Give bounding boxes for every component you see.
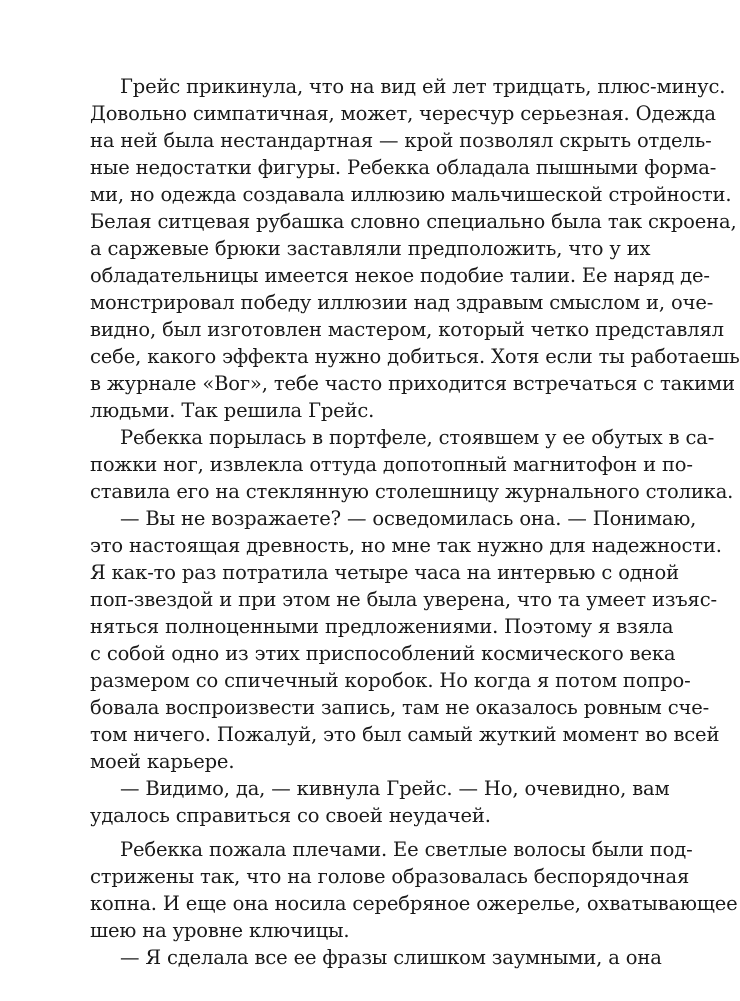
text-line: — Видимо, да, — кивнула Грейс. — Но, очевидно, вам bbox=[120, 777, 670, 800]
text-line: удалось справиться со своей неудачей. bbox=[90, 804, 491, 827]
text-line: ми, но одежда создавала иллюзию мальчишеской стройности. bbox=[90, 183, 732, 206]
text-line: ставила его на стеклянную столешницу журнального столика. bbox=[90, 480, 734, 503]
text-line: монстрировал победу иллюзии над здравым смыслом и, оче- bbox=[90, 291, 714, 314]
text-line: людьми. Так решила Грейс. bbox=[90, 399, 375, 422]
text-line: размером со спичечный коробок. Но когда я потом попро- bbox=[90, 669, 691, 692]
text-line: Ребекка порылась в портфеле, стоявшем у ее обутых в са- bbox=[120, 426, 715, 449]
text-line: ные недостатки фигуры. Ребекка обладала пышными форма- bbox=[90, 156, 717, 179]
text-line: Довольно симпатичная, может, чересчур серьезная. Одежда bbox=[90, 102, 716, 125]
text-line: няться полноценными предложениями. Поэтому я взяла bbox=[90, 615, 674, 638]
text-line: обладательницы имеется некое подобие талии. Ее наряд де- bbox=[90, 264, 710, 287]
text-line: Грейс прикинула, что на вид ей лет тридцать, плюс-минус. bbox=[120, 75, 726, 98]
text-line: пожки ног, извлекла оттуда допотопный магнитофон и по- bbox=[90, 453, 693, 476]
text-line: Ребекка пожала плечами. Ее светлые волосы были под- bbox=[120, 838, 693, 861]
text-line: с собой одно из этих приспособлений космического века bbox=[90, 642, 676, 665]
text-line: поп-звездой и при этом не была уверена, что та умеет изъяс- bbox=[90, 588, 717, 611]
text-line: шею на уровне ключицы. bbox=[90, 919, 350, 942]
text-line: — Вы не возражаете? — осведомилась она. — Понимаю, bbox=[120, 507, 697, 530]
text-line: том ничего. Пожалуй, это был самый жуткий момент во всей bbox=[90, 723, 720, 746]
text-line: себе, какого эффекта нужно добиться. Хотя если ты работаешь bbox=[90, 345, 740, 368]
text-line: в журнале «Вог», тебе часто приходится встречаться с такими bbox=[90, 372, 735, 395]
text-line: Белая ситцевая рубашка словно специально была так скроена, bbox=[90, 210, 737, 233]
text-line: бовала воспроизвести запись, там не оказалось ровным сче- bbox=[90, 696, 710, 719]
text-line: Я как-то раз потратила четыре часа на интервью с одной bbox=[90, 561, 679, 584]
text-line: моей карьере. bbox=[90, 750, 235, 773]
text-line: на ней была нестандартная — крой позволял скрыть отдель- bbox=[90, 129, 712, 152]
text-line: стрижены так, что на голове образовалась беспорядочная bbox=[90, 865, 690, 888]
text-line: — Я сделала все ее фразы слишком заумными, а она bbox=[120, 946, 662, 969]
text-line: видно, был изготовлен мастером, который четко представлял bbox=[90, 318, 724, 341]
text-line: это настоящая древность, но мне так нужно для надежности. bbox=[90, 534, 722, 557]
text-line: а саржевые брюки заставляли предположить, что у их bbox=[90, 237, 651, 260]
text-line: копна. И еще она носила серебряное ожерелье, охватывающее bbox=[90, 892, 738, 915]
